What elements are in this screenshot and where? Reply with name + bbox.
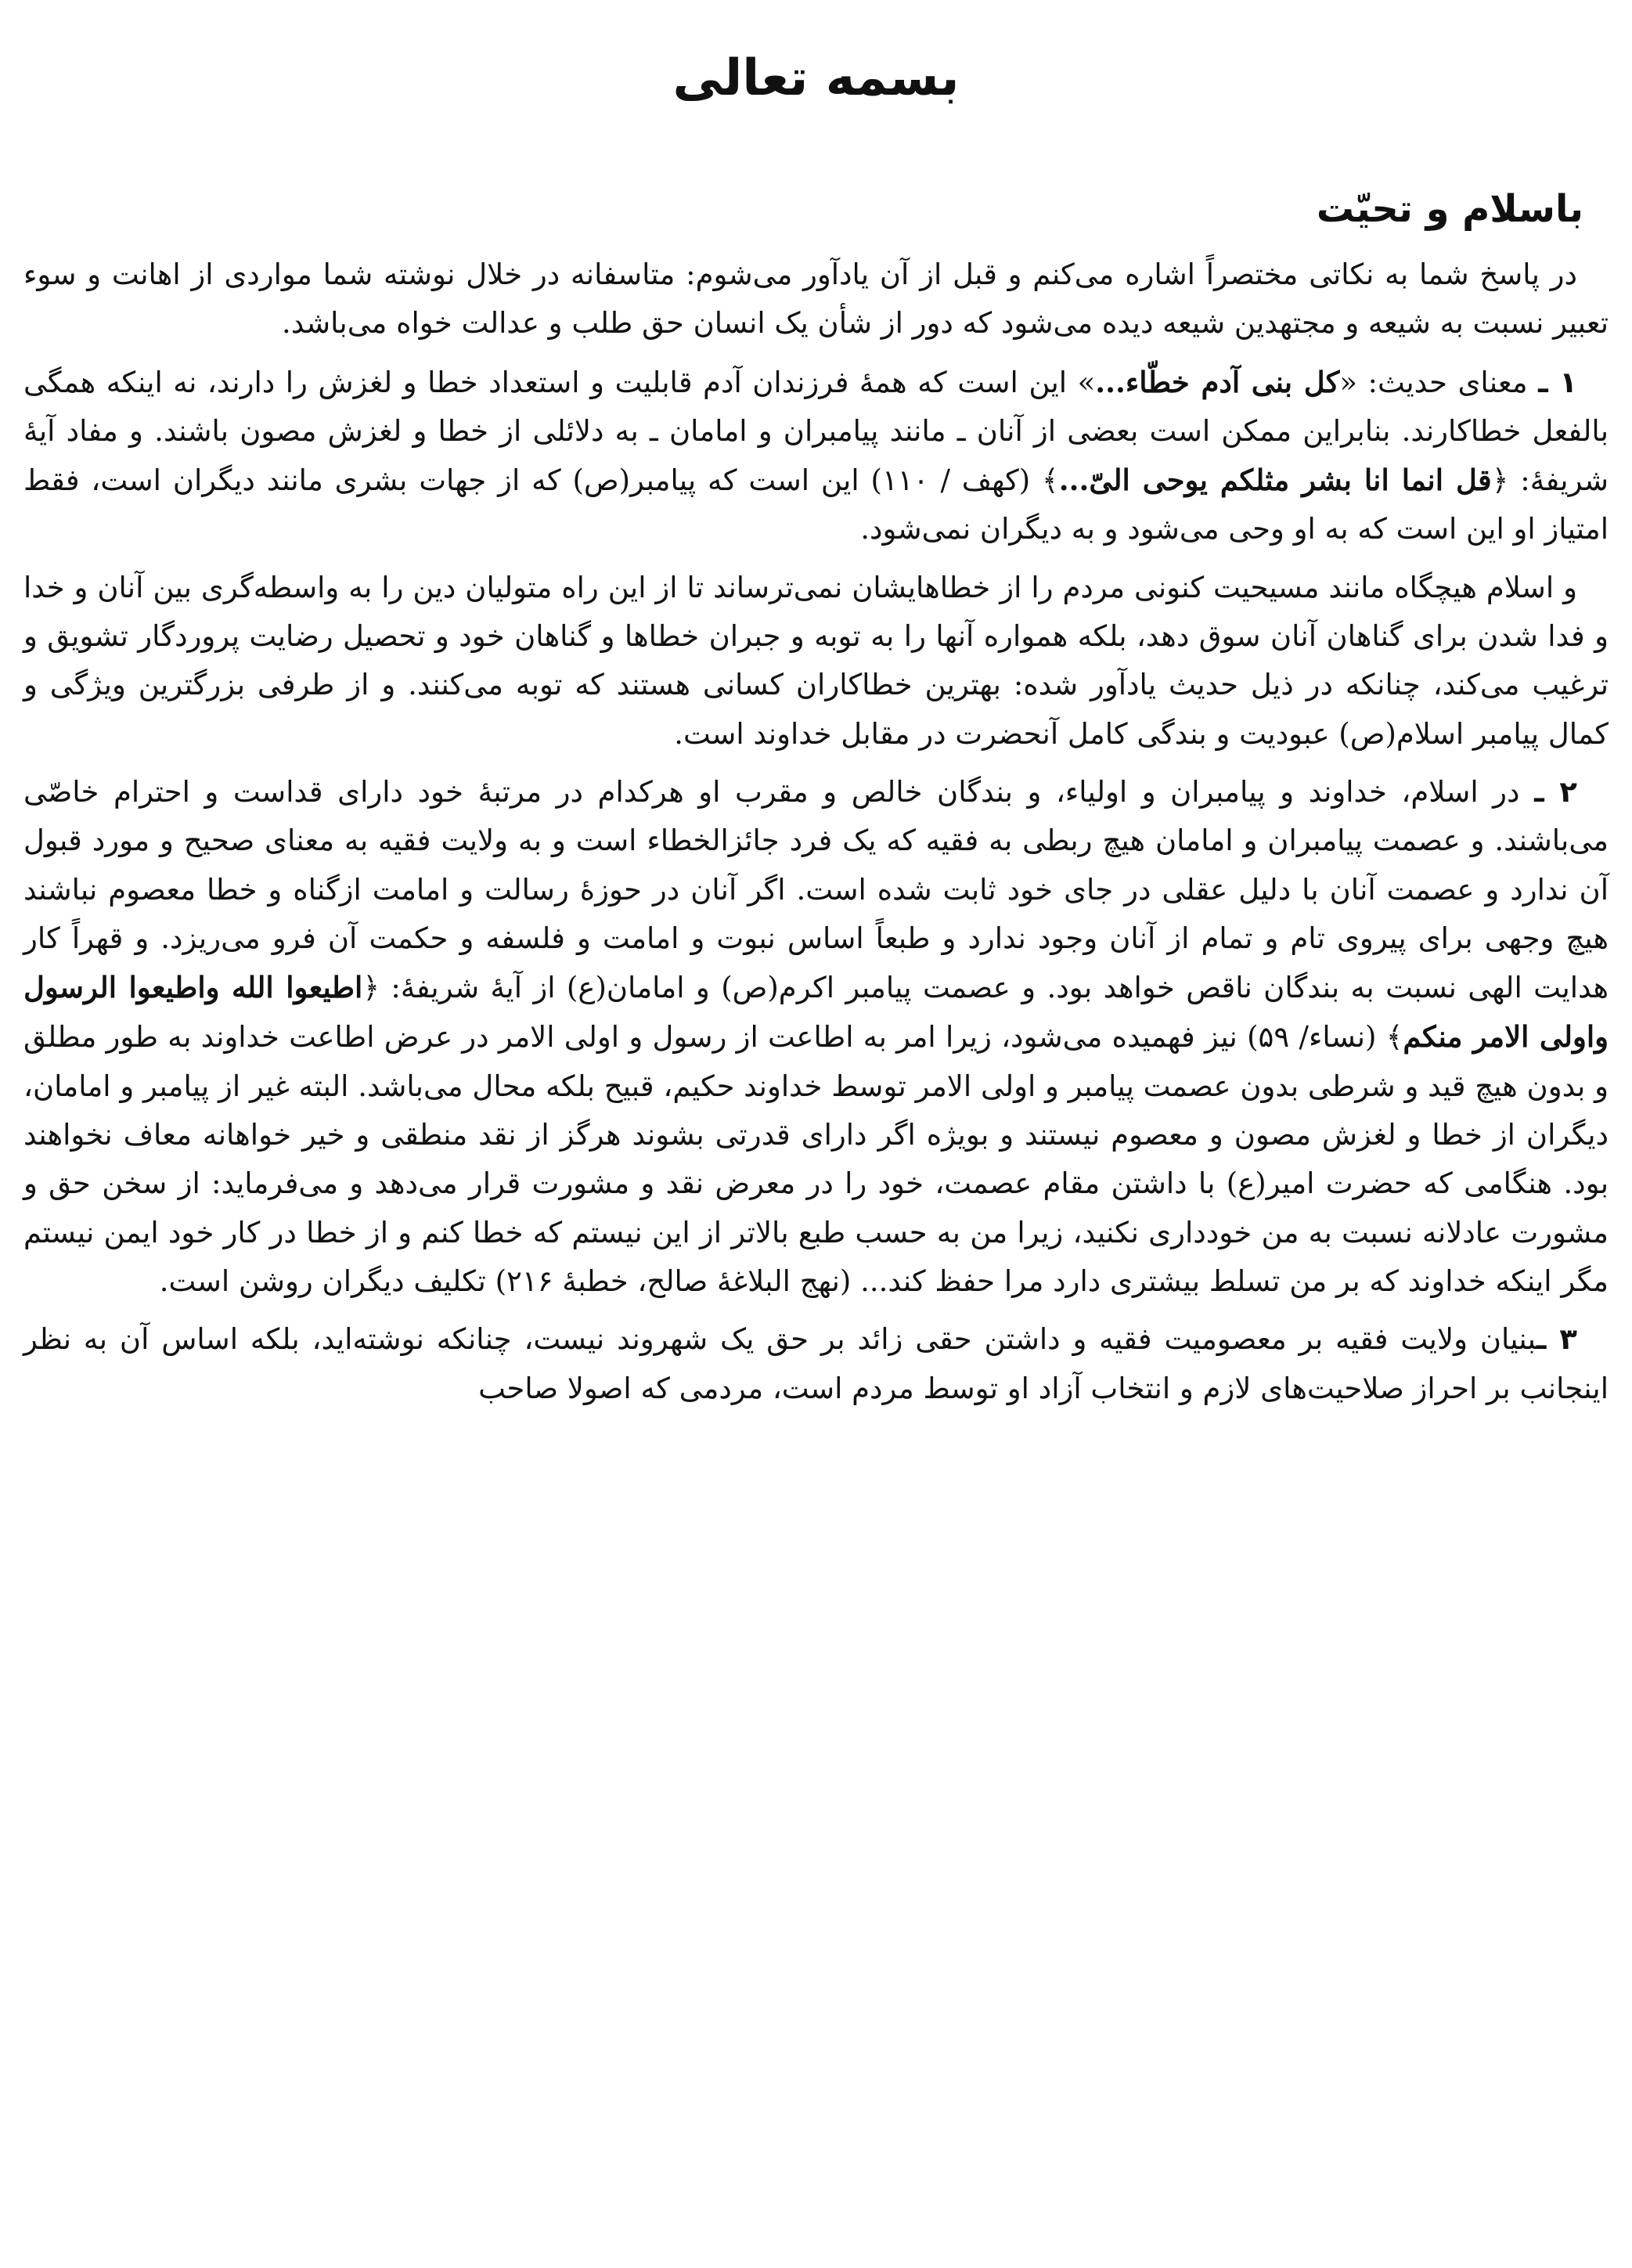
section-1-paragraph xyxy=(23,358,1609,554)
section-2-text-a: در اسلام، خداوند و پیامبران و اولیاء، و بندگان خالص و مقرب او هرکدام در مرتبهٔ خود دارای قداست و احترام خاصّی می‌باشند. و عصمت پیامبران و امامان هیچ ربطی به فقیه که یک فرد جائزالخطاء است و به ولایت فقیه به معنای صحیح و مورد قبول آن ندارد و عصمت آنان با دلیل عقلی در جای خود ثابت شده است. اگر آنان در حوزهٔ رسالت و امامت ازگناه و خطا معصوم نباشند هیچ وجهی برای پیروی تام و تمام از آنان وجود ندارد و طبعاً اساس نبوت و امامت و فلسفه و حکمت آن فرو می‌ریزد. و قهراً کار هدایت الهی نسبت به بندگان ناقص خواهد بود. و عصمت پیامبر اکرم(ص) و امامان(ع) از آیهٔ شریفهٔ: ﴿ xyxy=(23,774,1609,1005)
section-1-text-d: ﴾ (کهف / ۱۱۰) این است که پیامبر(ص) که از جهات بشری مانند دیگران است، فقط امتیاز او این است که به او وحی می‌شود و به دیگران نمی‌شود. xyxy=(23,463,1609,546)
section-3-text: بنیان ولایت فقیه بر معصومیت فقیه و داشتن حقی زائد بر حق یک شهروند نیست، چنانکه نوشته‌اید، بلکه اساس آن به نظر اینجانب بر احراز صلاحیت‌های لازم و انتخاب آزاد او توسط مردم است، مردمی که اصولا صاحب xyxy=(23,1322,1609,1405)
section-1-number: ۱ ـ xyxy=(1538,365,1577,399)
salutation-heading: باسلام و تحیّت xyxy=(1316,187,1583,231)
section-1-text-c: » این است که همهٔ فرزندان آدم قابلیت و استعداد خطا و لغزش را دارند، نه اینکه همگی بالفعل خطاکارند. بنابراین ممکن است بعضی از آنان ـ مانند پیامبران و امامان ـ به دلائلی از خطا و لغزش مصون باشند. و مفاد آیهٔ شریفهٔ: ﴿ xyxy=(23,365,1609,498)
section-2-text-b: ﴾ (نساء/ ۵۹) نیز فهمیده می‌شود، زیرا امر به اطاعت از رسول و اولی الامر در عرض اطاعت خداوند به طور مطلق و بدون هیچ قید و شرطی بدون عصمت پیامبر و اولی الامر توسط خداوند حکیم، قبیح بلکه محال می‌باشد. البته غیر از پیامبر و امامان، دیگران از خطا و لغزش مصون و معصوم نیستند و بویژه اگر دارای قدرتی بشوند هرگز از نقد منطقی و خیر خواهانه معاف نخواهند بود. هنگامی که حضرت امیر(ع) با داشتن مقام عصمت، خود را در معرض نقد و مشورت قرار می‌دهد و می‌فرماید: از سخن حق و مشورت عادلانه نسبت به من خودداری نکنید، زیرا من به حسب طبع بالاتر از این نیستم که خطا کنم و از خطا در کار خود ایمن نیستم مگر اینکه خداوند که بر من تسلط بیشتری دارد مرا حفظ کند... (نهج البلاغهٔ صالح، خطبهٔ ۲۱۶) تکلیف دیگران روشن است. xyxy=(23,1020,1609,1298)
section-2-number: ۲ ـ xyxy=(1534,774,1577,809)
hadith-quote: کل بنی آدم خطّاء... xyxy=(1095,364,1340,399)
section-1-text-a: معنای حدیث: « xyxy=(1339,365,1528,399)
page-heading: بسمه تعالی xyxy=(672,49,960,107)
section-3-number: ۳ ـ xyxy=(1536,1322,1577,1357)
section-1-paragraph-2: و اسلام هیچگاه مانند مسیحیت کنونی مردم را از خطاهایشان نمی‌ترساند تا از این راه متولیان دین را به واسطه‌گری بین آنان و خدا و فدا شدن برای گناهان آنان سوق دهد، بلکه همواره آنها را به توبه و جبران خطاها و گناهان خود و تحصیل رضایت پروردگار تشویق و ترغیب می‌کند، چنانکه در ذیل حدیث یادآور شده: بهترین خطاکاران کسانی هستند که توبه می‌کنند. و از طرفی بزرگترین ویژگی و کمال پیامبر اسلام(ص) عبودیت و بندگی کامل آنحضرت در مقابل خداوند است. xyxy=(23,570,1609,751)
section-2-paragraph xyxy=(23,768,1609,1306)
quran-verse-nisa: اطیعوا الله واطیعوا الرسول واولی الامر منکم xyxy=(23,970,1609,1055)
section-3-paragraph xyxy=(23,1315,1609,1413)
intro-paragraph: در پاسخ شما به نکاتی مختصراً اشاره می‌کنم و قبل از آن یادآور می‌شوم: متاسفانه در خلال نوشته شما مواردی از اهانت و سوء تعبیر نسبت به شیعه و مجتهدین شیعه دیده می‌شود که دور از شأن یک انسان حق طلب و عدالت خواه می‌باشد. xyxy=(23,258,1609,341)
quran-verse-kahf: قل انما انا بشر مثلکم یوحی الیّ... xyxy=(1058,463,1492,498)
letter-body xyxy=(23,251,1609,1422)
